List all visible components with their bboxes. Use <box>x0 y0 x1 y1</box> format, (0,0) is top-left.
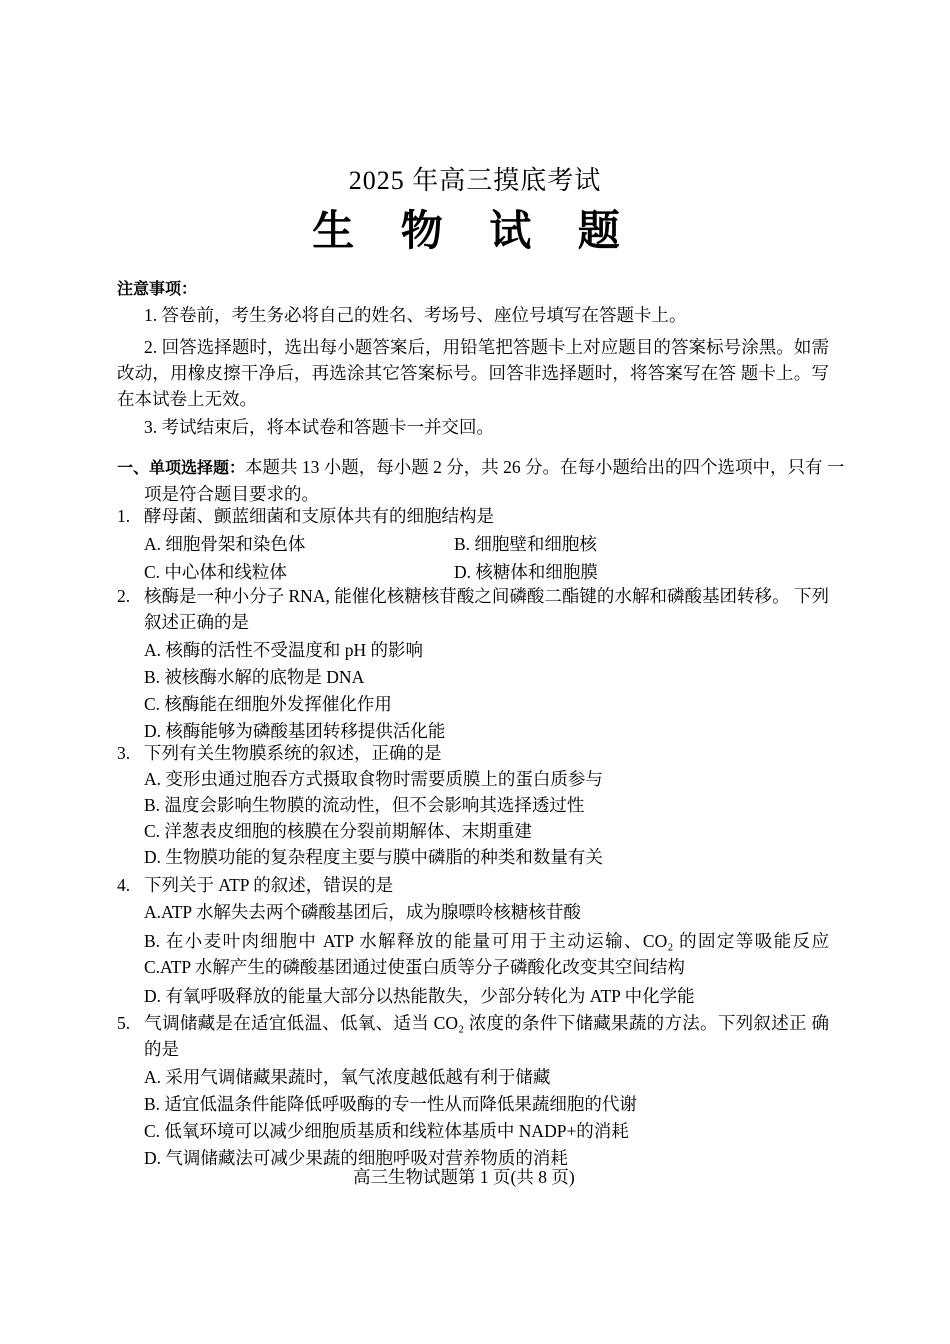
question-2 <box>117 583 829 744</box>
option-c: C. 中心体和线粒体 <box>144 562 287 582</box>
section-label: 一、单项选择题： <box>117 458 246 477</box>
question-1 <box>117 503 829 585</box>
question-number: 5. <box>117 1013 131 1033</box>
option-a: A.ATP 水解失去两个磷酸基团后，成为腺嘌呤核糖核苷酸 <box>144 902 581 922</box>
question-5 <box>117 1010 829 1171</box>
option-a: A. 变形虫通过胞吞方式摄取食物时需要质膜上的蛋白质参与 <box>144 769 603 789</box>
note-item: 2. 回答选择题时，选出每小题答案后，用铅笔把答题卡上对应题目的答案标号涂黑。如需改动，用橡皮擦干净后，再选涂其它答案标号。回答非选择题时，将答案写在答 题卡上。写在本试卷上无效。 <box>117 337 829 409</box>
option-c: C. 核酶能在细胞外发挥催化作用 <box>144 694 392 714</box>
question-stem: 2. 核酶是一种小分子 RNA, 能催化核糖核苷酸之间磷酸二酯键的水解和磷酸基团转移。 下列叙述正确的是 <box>117 583 829 635</box>
note-item: 1. 答卷前，考生务必将自己的姓名、考场号、座位号填写在答题卡上。 <box>144 305 687 325</box>
option-d: D. 核酶能够为磷酸基团转移提供活化能 <box>144 721 446 741</box>
question-stem: 3. 下列有关生物膜系统的叙述，正确的是 <box>117 740 829 766</box>
option-d: D. 核糖体和细胞膜 <box>454 562 598 582</box>
option-b: B. 温度会影响生物膜的流动性，但不会影响其选择透过性 <box>144 795 585 815</box>
option-c: C. 洋葱表皮细胞的核膜在分裂前期解体、末期重建 <box>144 821 532 841</box>
exam-title: 生 物 试 题 <box>312 209 638 255</box>
note-item: 3. 考试结束后，将本试卷和答题卡一并交回。 <box>144 417 494 437</box>
option-a: A. 采用气调储藏果蔬时，氧气浓度越低越有利于储藏 <box>144 1067 551 1087</box>
question-number: 3. <box>117 743 131 763</box>
option-d: D. 气调储藏法可减少果蔬的细胞呼吸对营养物质的消耗 <box>144 1148 568 1168</box>
question-number: 1. <box>117 506 131 526</box>
question-stem: 5. 气调储藏是在适宜低温、低氧、适当 CO₂ 浓度的条件下储藏果蔬的方法。下列叙述正 确的是 <box>117 1010 829 1062</box>
question-stem: 1. 酵母菌、颤蓝细菌和支原体共有的细胞结构是 <box>117 503 829 529</box>
section-description: 本题共 13 小题，每小题 2 分，共 26 分。在每小题给出的四个选项中，只有 一项是符合题目要求的。 <box>144 457 845 504</box>
question-3 <box>117 740 829 870</box>
notes-heading: 注意事项： <box>117 279 198 298</box>
option-d: D. 有氧呼吸释放的能量大部分以热能散失，少部分转化为 ATP 中化学能 <box>144 986 695 1006</box>
option-b: B. 被核酶水解的底物是 DNA <box>144 667 365 687</box>
exam-subtitle: 2025 年高三摸底考试 <box>348 166 602 195</box>
option-c: C. 低氧环境可以减少细胞质基质和线粒体基质中 NADP+的消耗 <box>144 1121 629 1141</box>
option-d: D. 生物膜功能的复杂程度主要与膜中磷脂的种类和数量有关 <box>144 847 603 867</box>
question-stem: 4. 下列关于 ATP 的叙述，错误的是 <box>117 872 829 898</box>
question-number: 4. <box>117 875 131 895</box>
option-b: B. 适宜低温条件能降低呼吸酶的专一性从而降低果蔬细胞的代谢 <box>144 1094 637 1114</box>
section-heading <box>117 454 856 507</box>
option-a: A. 细胞骨架和染色体 <box>144 534 306 554</box>
option-a: A. 核酶的活性不受温度和 pH 的影响 <box>144 640 424 660</box>
option-b: B. 细胞壁和细胞核 <box>454 534 597 554</box>
option-b: B. 在小麦叶肉细胞中 ATP 水解释放的能量可用于主动运输、CO₂ 的固定等吸能反应 C.ATP 水解产生的磷酸基团通过使蛋白质等分子磷酸化改变其空间结构 <box>144 931 829 977</box>
question-4 <box>117 872 829 1009</box>
question-number: 2. <box>117 586 131 606</box>
page-footer: 高三生物试题第 1 页(共 8 页) <box>353 1167 575 1187</box>
